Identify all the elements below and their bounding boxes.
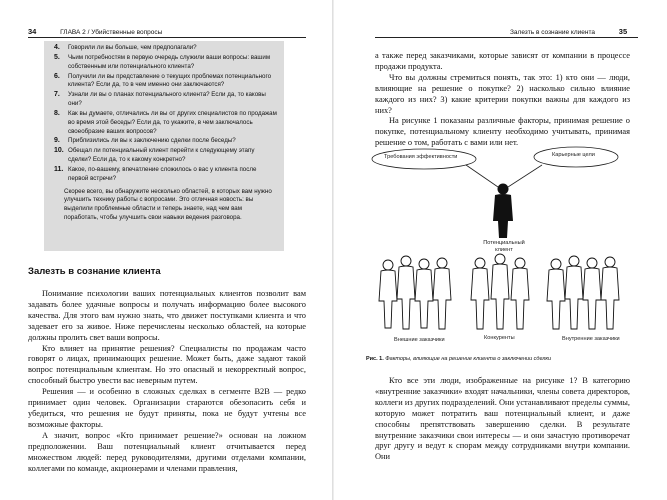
left-header-rule bbox=[28, 37, 306, 38]
left-running-head bbox=[28, 27, 162, 36]
group-left-people bbox=[379, 256, 451, 329]
paragraph: Решения — и особенно в сложных сделках в сегменте B2B — редко принимает один человек. Организации стараются обезопасить себя и убедиться, что решения не будут приняты, пока не будут учтены все возможные факторы. bbox=[28, 387, 306, 429]
left-chapter-title: ГЛАВА 2 / Убийственные вопросы bbox=[60, 29, 163, 36]
question-item: 10. Обещал ли потенциальный клиент перейти к следующему этапу сделки? Если да, то к какому конкретно? bbox=[54, 147, 255, 164]
right-body-text-top bbox=[375, 51, 630, 149]
caption-prefix: Рис. 1. bbox=[366, 356, 384, 362]
figure-caption bbox=[366, 356, 636, 362]
bubble-left-pointer bbox=[466, 165, 498, 187]
group-center-label: Конкуренты bbox=[484, 335, 515, 341]
right-page-number: 35 bbox=[618, 27, 628, 36]
paragraph: Кто все эти люди, изображенные на рисунке 1? В категорию «внутренние заказчики» входят начальники, члены совета директоров, коллеги из других подразделений. Они устанавливают пределы суммы, которую может потратить ваш потенциальный клиент, и даже способны препятствовать завершению сделки. В результате внутренние заказчики свои интересы — и они зачастую противоречат друг другу и ведут к спорам между сотрудниками внутри компании. Они bbox=[375, 376, 630, 462]
paragraph: Понимание психологии ваших потенциальных клиентов позволит вам задавать более удачные вопросы и получать информацию более высокого качества. Для этого вам нужно знать, что движет поступками клиента и что задевает его за живое. Ниже перечислены несколько областей, на которые должны пролить свет ваши вопросы. bbox=[28, 289, 306, 342]
left-page bbox=[0, 0, 333, 500]
bubble-left-label: Требования эффективности bbox=[384, 154, 458, 160]
paragraph: Кто влияет на принятие решения? Специалисты по продажам часто говорят о лицах, принимающих решение. Может быть, даже задают такой вопрос потенциальным клиентам. Но это опасный и некорректный вопрос, способный быстро увести вас неверным путем. bbox=[28, 343, 306, 386]
left-body-text bbox=[28, 289, 306, 474]
right-running-head bbox=[510, 27, 627, 36]
group-center-people bbox=[471, 254, 529, 329]
bubble-right-pointer bbox=[508, 165, 542, 187]
bubble-right-label: Карьерные цели bbox=[552, 152, 595, 158]
right-body-text-bottom bbox=[375, 376, 630, 463]
influence-figure bbox=[366, 143, 636, 353]
question-list bbox=[54, 44, 278, 223]
right-header-rule bbox=[375, 37, 638, 38]
paragraph: А значит, вопрос «Кто принимает решение?» основан на ложном предположении. Ваш потенциальный клиент отчитывается перед множеством людей: перед руководителями, другими отделами компании, коллегами по команде, акционерами и членами правления, bbox=[28, 430, 306, 473]
question-item: 4. Говорили ли вы больше, чем предполагали? bbox=[54, 44, 197, 51]
question-item: 7. Узнали ли вы о планах потенциального клиента? Если да, то каковы они? bbox=[54, 91, 266, 108]
people-groups bbox=[379, 254, 619, 329]
question-item: 11. Какое, по-вашему, впечатление сложилось о вас у клиента после первой встречи? bbox=[54, 166, 257, 182]
question-item: 6. Получили ли вы представление о текущих проблемах потенциального клиента? Если да, то в чем именно они заключаются? bbox=[54, 72, 272, 89]
section-heading: Залезть в сознание клиента bbox=[28, 266, 161, 277]
client-label: Потенциальный клиент bbox=[483, 240, 525, 253]
box-note: Скорее всего, вы обнаружите несколько областей, в которых вам нужно улучшить технику работы с вопросами. Это отличная новость: вы выделили проблемные области и теперь знаете, над чем вам поработать, чтобы улучшить свои навыки ведения разговора. bbox=[64, 187, 272, 221]
group-left-label: Внешние заказчики bbox=[394, 337, 445, 343]
question-item: 5. Чьим потребностям в первую очередь служили ваши вопросы: вашим собственным или потенциального клиента? bbox=[54, 53, 271, 70]
left-page-number: 34 bbox=[28, 27, 37, 36]
caption-text: Факторы, влияющие на решение клиента о заключении сделки bbox=[385, 356, 552, 362]
group-right-people bbox=[547, 256, 619, 329]
paragraph: а также перед заказчиками, которые зависят от компании в процессе продажи продукта. bbox=[375, 51, 630, 71]
question-item: 8. Как вы думаете, отличались ли вы от других специалистов по продажам во время этой беседы? Если да, то укажите, в чем заключалось своеобразие ваших вопросов? bbox=[54, 109, 277, 135]
question-item: 9. Приблизились ли вы к заключению сделки после беседы? bbox=[54, 137, 236, 145]
paragraph: На рисунке 1 показаны различные факторы, принимая решение о покупке, потенциальному клиенту необходимо учитывать, принимая решение о том, работать с вами или нет. bbox=[375, 116, 630, 148]
group-right-label: Внутренние заказчики bbox=[562, 336, 620, 342]
client-silhouette bbox=[493, 184, 513, 239]
paragraph: Что вы должны стремиться понять, так это: 1) кто они — люди, влияющие на решение о покупке? 2) насколько сильно влияние каждого из них? 3) какие критерии покупки важны для каждого из них? bbox=[375, 72, 630, 115]
right-section-title: Залезть в сознание клиента bbox=[510, 29, 595, 36]
